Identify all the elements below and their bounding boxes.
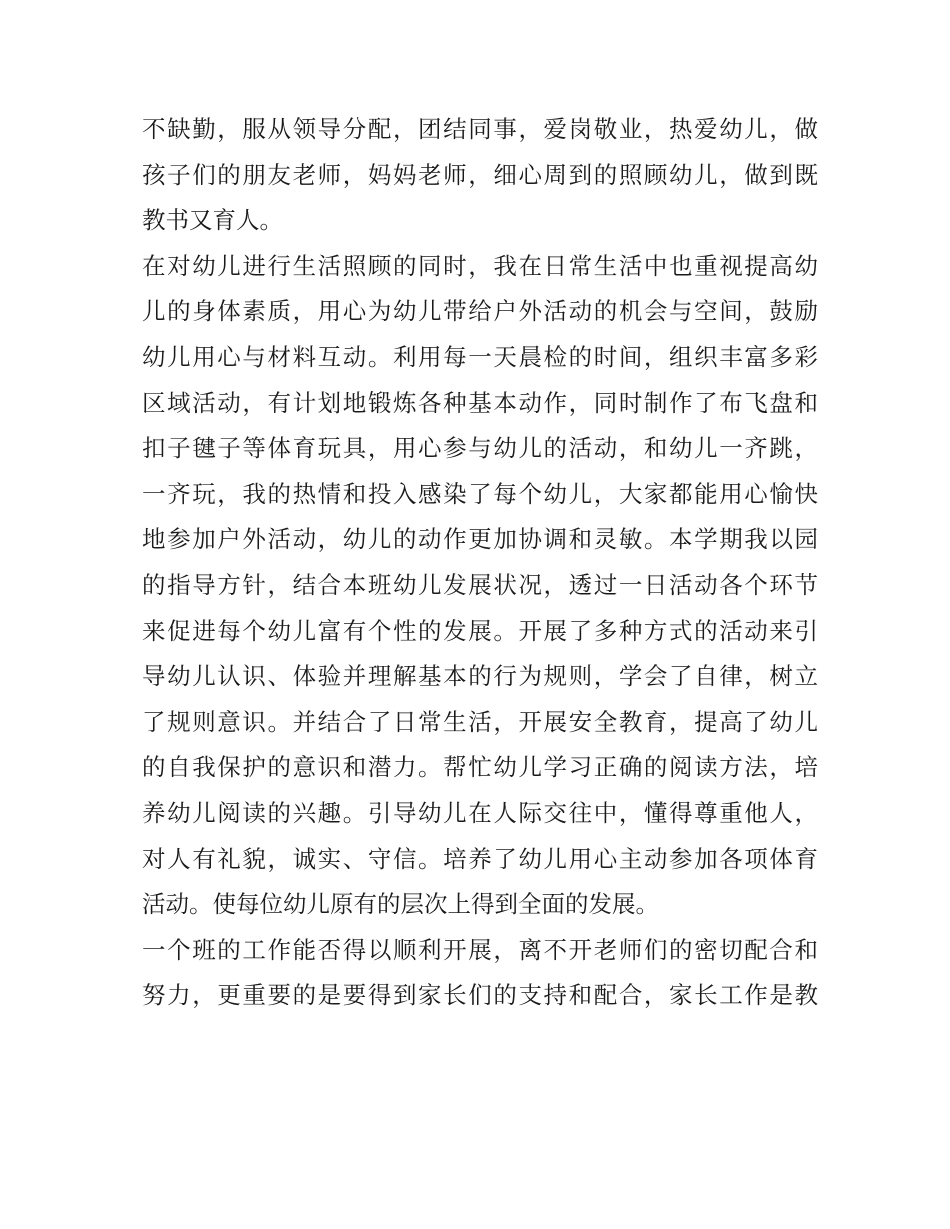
text-line: 的自我保护的意识和潜力。帮忙幼儿学习正确的阅读方法，培 xyxy=(142,753,818,782)
text-line: 了规则意识。并结合了日常生活，开展安全教育，提高了幼儿 xyxy=(142,707,818,736)
text-line: 一齐玩，我的热情和投入感染了每个幼儿，大家都能用心愉快 xyxy=(142,479,818,508)
text-line: 幼儿用心与材料互动。利用每一天晨检的时间，组织丰富多彩 xyxy=(142,342,818,371)
text-line: 对人有礼貌，诚实、守信。培养了幼儿用心主动参加各项体育 xyxy=(142,844,818,873)
paragraph xyxy=(142,244,818,928)
text-line: 一个班的工作能否得以顺利开展，离不开老师们的密切配合和 xyxy=(142,935,818,964)
paragraph xyxy=(142,107,818,244)
text-line: 区域活动，有计划地锻炼各种基本动作，同时制作了布飞盘和 xyxy=(142,388,818,417)
text-line: 扣子毽子等体育玩具，用心参与幼儿的活动，和幼儿一齐跳， xyxy=(142,434,818,463)
text-line: 不缺勤，服从领导分配，团结同事，爱岗敬业，热爱幼儿，做 xyxy=(142,115,818,143)
document-body xyxy=(142,107,818,1019)
text-line: 地参加户外活动，幼儿的动作更加协调和灵敏。本学期我以园 xyxy=(142,525,818,554)
text-line: 来促进每个幼儿富有个性的发展。开展了多种方式的活动来引 xyxy=(142,616,818,645)
paragraph xyxy=(142,928,818,1019)
text-line: 儿的身体素质，用心为幼儿带给户外活动的机会与空间，鼓励 xyxy=(142,297,818,326)
text-line: 孩子们的朋友老师，妈妈老师，细心周到的照顾幼儿，做到既 xyxy=(142,160,818,189)
text-line: 养幼儿阅读的兴趣。引导幼儿在人际交往中，懂得尊重他人， xyxy=(142,798,818,827)
text-line: 在对幼儿进行生活照顾的同时，我在日常生活中也重视提高幼 xyxy=(142,251,818,280)
text-line: 导幼儿认识、体验并理解基本的行为规则，学会了自律，树立 xyxy=(142,662,818,691)
text-line: 活动。使每位幼儿原有的层次上得到全面的发展。 xyxy=(142,890,659,919)
text-line: 的指导方针，结合本班幼儿发展状况，透过一日活动各个环节 xyxy=(142,570,818,599)
text-line: 努力，更重要的是要得到家长们的支持和配合，家长工作是教 xyxy=(142,981,818,1010)
text-line: 教书又育人。 xyxy=(142,206,283,235)
